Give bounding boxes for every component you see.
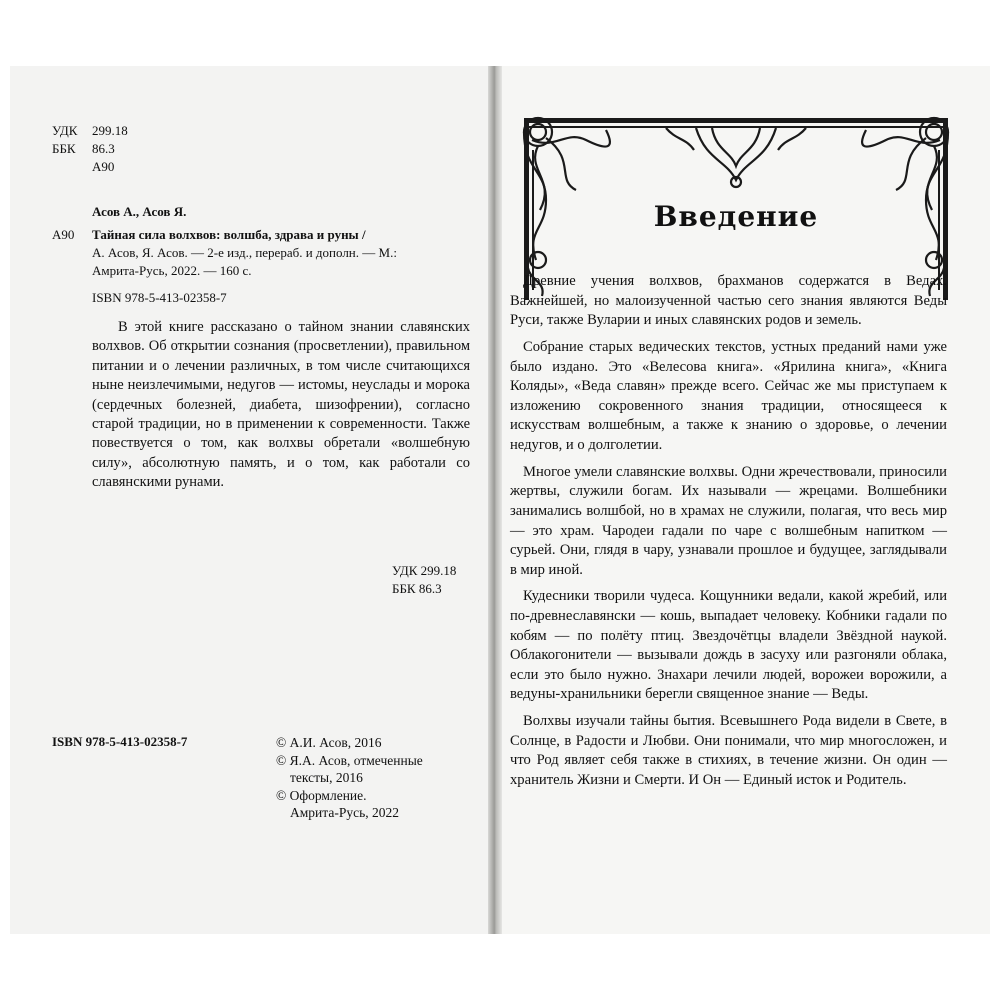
chapter-heading (516, 200, 956, 233)
book-gutter (488, 66, 502, 934)
authors-line: Асов А., Асов Я. (92, 204, 187, 219)
annotation-text: В этой книге рассказано о тайном знании славянских волхвов. Об открытии сознания (просветлении), правильном питании и о лечении различных, в том числе считающихся ныне неизлечимыми, недугов — истомы, неуслады и морока (сердечных болезней, диабета, шизофрении), согласно старой традиции, но в применении к современности. Также повествуется о том, как волхвы обретали «волшебную силу», абсолютную память, и о том, как работали со славянскими рунами. (92, 319, 470, 491)
paragraph: Собрание старых ведических текстов, устных преданий нами уже было издано. Это «Велесова книга». «Ярилина книга», «Книга Коляды», «Веда славян» прежде всего. Сейчас же мы приступаем к изложению сокровенного знания традиции, относящееся к искусствам волшебным, а также к знанию о здоровье, о лечении недугов, и о долголетии. (510, 338, 947, 453)
paragraph: Древние учения волхвов, брахманов содержатся в Ведах. Важнейшей, но малоизученной частью сего знания являются Веды Руси, также Вуларии и иных славянских родов и земель. (510, 273, 947, 329)
entry-line-3: Амрита-Русь, 2022. — 160 с. (92, 263, 252, 278)
book-title: Тайная сила волхвов: волшба, здрава и руны / (92, 227, 366, 242)
paragraph: Многое умели славянские волхвы. Одни жречествовали, приносили жертвы, служили богам. Их называли — жрецами. Волшебники занимались волшбой, но в храмах не служили, полагая, что весь мир — это храм. Чародеи гадали по чаре с волшебным напитком — сурьей. Они, глядя в чару, узнавали прошлое и будущее, заглядывали в мир иной. (510, 463, 947, 578)
copyright-block (276, 734, 423, 822)
isbn-top: ISBN 978-5-413-02358-7 (92, 290, 227, 305)
copyright-3b: Амрита-Русь, 2022 (290, 805, 399, 820)
bbk-value: 86.3 (92, 141, 115, 156)
bbk-label: ББК (52, 141, 76, 156)
bibliographic-entry (52, 226, 472, 280)
copyright-3a: © Оформление. (276, 787, 367, 803)
copyright-2a: © Я.А. Асов, отмеченные (276, 752, 423, 768)
udc-bottom: УДК 299.18 (392, 563, 457, 578)
chapter-title: Введение (653, 200, 819, 233)
catalog-codes-bottom (392, 562, 456, 598)
copyright-2b: тексты, 2016 (290, 770, 363, 785)
udc-value: 299.18 (92, 123, 128, 138)
paragraph: Кудесники творили чудеса. Кощунники ведали, какой жребий, или по-древнеславянски — кошь, выпадает человеку. Кобники гадали по кобям — по полёту птиц. Звездочётцы владели Звёздной наукой. Облакогонители — вызывали дождь в засуху или разгоняли облака, если это было нужно. Знахари лечили людей, ворожеи ворожили, а ведуны-хранильники берегли священное знание — Веды. (510, 588, 947, 703)
isbn-bottom: ISBN 978-5-413-02358-7 (52, 734, 188, 749)
paragraph: Волхвы изучали тайны бытия. Всевышнего Рода видели в Свете, в Солнце, в Радости и Любви. Они понимали, что мир многосложен, и что Род являет себя также в стихиях, в течение жизни. Он один — хранитель Жизни и Смерти. И Он — Единый исток и Родитель. (510, 713, 947, 788)
entry-line-2: А. Асов, Я. Асов. — 2-е изд., перераб. и дополн. — М.: (92, 245, 397, 260)
copyright-1: © А.И. Асов, 2016 (276, 735, 382, 750)
author-sign: А90 (92, 159, 115, 174)
udc-label: УДК (52, 123, 78, 138)
entry-code: А90 (52, 227, 75, 242)
chapter-text (510, 272, 947, 798)
catalog-codes (52, 122, 128, 158)
bbk-bottom: ББК 86.3 (392, 581, 442, 596)
